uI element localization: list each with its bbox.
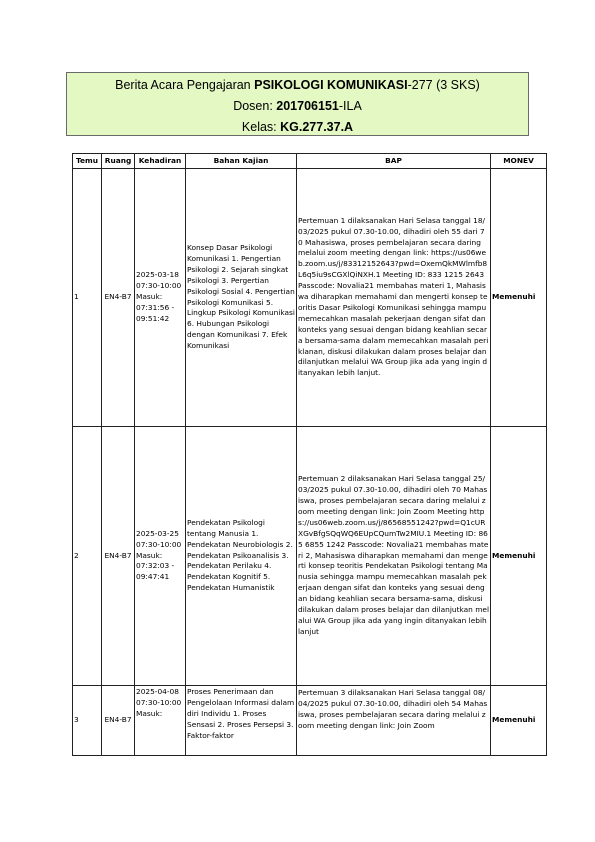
class-label: Kelas: — [241, 120, 281, 134]
table-row — [73, 427, 547, 686]
lecturer-id: 201706151 — [276, 99, 339, 113]
lecturer-label: Dosen: — [233, 99, 277, 113]
cell-temu: 2 — [73, 427, 102, 686]
cell-kehadiran — [135, 686, 186, 756]
header-title-prefix: Berita Acara Pengajaran — [115, 78, 255, 92]
course-name: PSIKOLOGI KOMUNIKASI — [254, 78, 408, 92]
table-row — [73, 686, 547, 756]
class-code: KG.277.37.A — [280, 120, 354, 134]
table-row — [73, 169, 547, 427]
cell-bahan-kajian: Konsep Dasar Psikologi Komunikasi 1. Pengertian Psikologi 2. Sejarah singkat Psikologi 3. Pergertian Psikologi Sosial 4. Pengertian Psikologi Komunikasi 5. Lingkup Psikologi Komunikasi 6. Hubungan Psikologi dengan Komunikasi 7. Efek Komunikasi — [186, 169, 297, 427]
cell-ruang: EN4-B7 — [102, 686, 135, 756]
cell-bahan-kajian-text: Proses Penerimaan dan Pengelolaan Informasi dalam diri Individu 1. Proses Sensasi 2. Proses Persepsi 3. Faktor-faktor — [187, 687, 295, 740]
lecturer-name: -ILA — [338, 99, 362, 113]
header-lecturer-line — [67, 96, 528, 117]
header-title-line — [67, 75, 528, 96]
cell-bap — [297, 686, 491, 756]
cell-bap: Pertemuan 1 dilaksanakan Hari Selasa tanggal 18/03/2025 pukul 07.30-10.00, dihadiri oleh 55 dari 70 Mahasiswa, proses pembelajaran secara daring melalui zoom meeting dengan link: https://us06web.zoom.us/j/83312152643?pwd=OxemQkMWlmfb8L6q5iu9sCGXlQiNXH.1 Meeting ID: 833 1215 2643 Passcode: Novalia21 membahas materi 1, Mahasiswa diharapkan memahami dan mengerti konsep teoritis Dasar Psikologi Komunikasi sehingga mampu memecahkan masalah pekerjaan dengan sifat dan konteks yang sesuai dengan bidang keahlian secara bersama-sama dalam memecahkan masalah periklanan, diskusi dilakukan dalam proses belajar dan dilanjutkan melalui WA Group jika ada yang ingin ditanyakan lebih lanjut. — [297, 169, 491, 427]
cell-ruang: EN4-B7 — [102, 169, 135, 427]
cell-kehadiran: 2025-03-18 07:30-10:00 Masuk: 07:31:56 - 09:51:42 — [135, 169, 186, 427]
table-header-row — [73, 154, 547, 169]
cell-temu: 3 — [73, 686, 102, 756]
header-class-line — [67, 117, 528, 138]
cell-kehadiran-text: 2025-04-08 07:30-10:00 Masuk: — [136, 687, 182, 718]
cell-monev: Memenuhi — [491, 169, 547, 427]
col-header-monev: MONEV — [491, 154, 547, 169]
col-header-bap: BAP — [297, 154, 491, 169]
cell-kehadiran: 2025-03-25 07:30-10:00 Masuk: 07:32:03 - 09:47:41 — [135, 427, 186, 686]
cell-bahan-kajian — [186, 686, 297, 756]
course-code: -277 (3 SKS) — [407, 78, 480, 92]
document-header — [66, 72, 529, 136]
col-header-temu: Temu — [73, 154, 102, 169]
cell-ruang: EN4-B7 — [102, 427, 135, 686]
cell-bap-text: Pertemuan 3 dilaksanakan Hari Selasa tanggal 08/04/2025 pukul 07.30-10.00, dihadiri oleh 54 Mahasiswa, proses pembelajaran secara daring melalui zoom meeting dengan link: Join Zoom — [298, 688, 488, 730]
col-header-bahan-kajian: Bahan Kajian — [186, 154, 297, 169]
cell-monev: Memenuhi — [491, 427, 547, 686]
cell-bap: Pertemuan 2 dilaksanakan Hari Selasa tanggal 25/03/2025 pukul 07.30-10.00, dihadiri oleh 70 Mahasiswa, proses pembelajaran secara daring melalui zoom meeting dengan link: Join Zoom Meeting https://us06web.zoom.us/j/86568551242?pwd=Q1cURXGvBfgSQqWQ6EUpCQumTw2MIU.1 Meeting ID: 865 6855 1242 Passcode: Novalia21 membahas materi 2, Mahasiswa diharapkan memahami dan mengerti konsep teoritis Pendekatan Psikologi tentang Manusia sehingga mampu memecahkan masalah pekerjaan dengan sifat dan konteks yang sesuai dengan bidang keahlian secara bersama-sama, diskusi dilakukan dalam proses belajar dan dilanjutkan melalui WA Group jika ada yang ingin ditanyakan lebih lanjut — [297, 427, 491, 686]
bap-table — [72, 153, 547, 756]
cell-temu: 1 — [73, 169, 102, 427]
col-header-ruang: Ruang — [102, 154, 135, 169]
col-header-kehadiran: Kehadiran — [135, 154, 186, 169]
cell-bahan-kajian: Pendekatan Psikologi tentang Manusia 1. Pendekatan Neurobiologis 2. Pendekatan Psikoanalisis 3. Pendekatan Perilaku 4. Pendekatan Kognitif 5. Pendekatan Humanistik — [186, 427, 297, 686]
cell-monev: Memenuhi — [491, 686, 547, 756]
